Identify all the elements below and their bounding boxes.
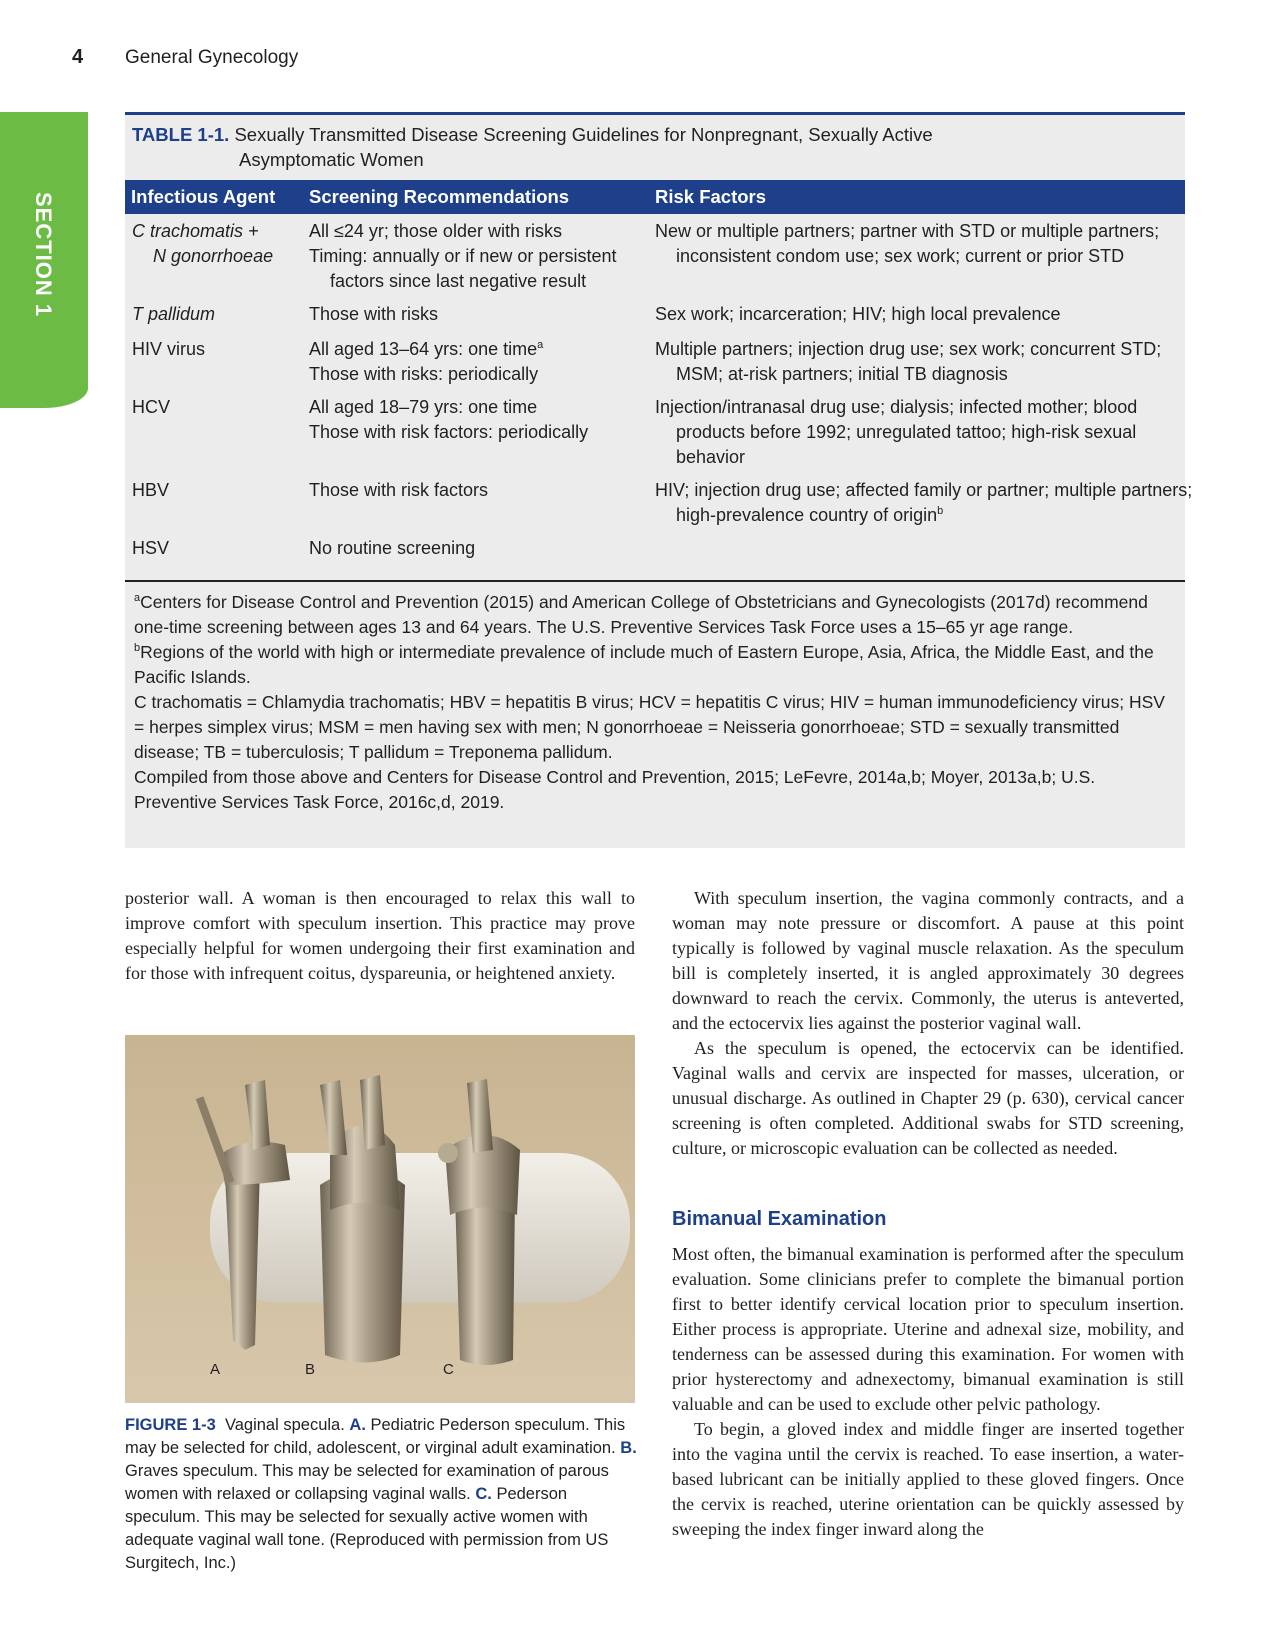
table-source: Compiled from those above and Centers for Disease Control and Prevention, 2015; LeFevre, 2014a,b; Moyer, 2013a,b; U.S. Preventive Services Task Force, 2016c,d, 2019. [134, 767, 1096, 812]
speculum-illustration [125, 1035, 635, 1403]
agent-line: C trachomatis + [132, 221, 259, 241]
table-row-2-risk: Sex work; incarceration; HIV; high local prevalence [655, 304, 1061, 324]
paragraph: With speculum insertion, the vagina commonly contracts, and a woman may note pressure or discomfort. A pause at this point typically is followed by vaginal muscle relaxation. As the speculum bill is completely inserted, it is angled approximately 30 degrees downward to reach the cervix. Commonly, the uterus is anteverted, and the ectocervix lies against the posterior vaginal wall. [672, 888, 1184, 1033]
figure-caption [125, 1414, 637, 1575]
table-row-6-agent: HSV [132, 538, 170, 558]
table-row-3-agent: HIV virus [132, 339, 206, 359]
footnote-marker: a [537, 339, 544, 351]
screen-line: Those with risks: periodically [309, 364, 539, 384]
footnote-b: $^b$Regions of the world with high or intermediate prevalence of include much of Eastern Europe, Asia, Africa, the Middle East, and the Pacific Islands. [134, 642, 1154, 687]
table-title-line1: Sexually Transmitted Disease Screening Guidelines for Nonpregnant, Sexually Active [234, 124, 933, 145]
caption-key-c: C. [475, 1485, 492, 1503]
caption-intro: Vaginal specula. [224, 1416, 345, 1434]
section-heading: Bimanual Examination [672, 1208, 887, 1230]
table-row-2-screening: Those with risks [309, 304, 439, 324]
screen-line: Timing: annually or if new or persistent factors since last negative result [309, 246, 617, 291]
paragraph: posterior wall. A woman is then encouraged to relax this wall to improve comfort with speculum insertion. This practice may prove especially helpful for women undergoing their first examination and for those with infrequent coitus, dyspareunia, or heightened anxiety. [125, 888, 635, 983]
table-row-5-screening: Those with risk factors [309, 480, 489, 500]
section-tab [0, 112, 88, 408]
caption-text-b: Graves speculum. This may be selected for examination of parous women with relaxed or collapsing vaginal walls. [125, 1462, 609, 1503]
figure-label-a: A [210, 1361, 221, 1378]
table-row-4-agent: HCV [132, 397, 171, 417]
agent-line: N gonorrhoeae [153, 246, 274, 266]
table-footnotes [134, 590, 1174, 815]
table-header-row [125, 180, 1185, 214]
table-row-3-risk: Multiple partners; injection drug use; sex work; concurrent STD; MSM; at-risk partners; initial TB diagnosis [655, 339, 1162, 384]
screen-line: All aged 13–64 yrs: one time [309, 339, 538, 359]
table-title [132, 122, 1172, 172]
screen-line: All aged 18–79 yrs: one time [309, 397, 538, 417]
section-tab-label: SECTION 1 [31, 192, 56, 318]
table-row-6-screening: No routine screening [309, 538, 476, 558]
paragraph: Most often, the bimanual examination is performed after the speculum evaluation. Some clinicians prefer to complete the bimanual portion first to better identify cervical location prior to speculum insertion. Either process is appropriate. Uterine and adnexal size, mobility, and tenderness can be assessed during this examination. For women with prior hysterectomy and adnexectomy, bimanual examination is still valuable and can be used to exclude other pelvic pathology. [672, 1244, 1184, 1414]
table-row-5-risk [655, 478, 1201, 528]
table-row-4-risk: Injection/intranasal drug use; dialysis; infected mother; blood products before 1992; unregulated tattoo; high-risk sexual behavior [655, 397, 1138, 467]
paragraph: To begin, a gloved index and middle finger are inserted together into the vagina until the cervix is reached. To ease insertion, a water-based lubricant can be initially applied to these gloved fingers. Once the cervix is reached, uterine orientation can be quickly assessed by sweeping the index finger inward along the [672, 1419, 1184, 1539]
column-header-risk: Risk Factors [655, 186, 767, 207]
left-column [125, 886, 635, 986]
table-row-2-agent: T pallidum [132, 304, 216, 324]
footnote-a: $^a$Centers for Disease Control and Prevention (2015) and American College of Obstetricians and Gynecologists (2017d) recommend one-time screening between ages 13 and 64 years. The U.S. Preventive Services Task Force uses a 15–65 yr age range. [134, 592, 1148, 637]
abbreviations: C trachomatis = Chlamydia trachomatis; HBV = hepatitis B virus; HCV = hepatitis C virus; HIV = human immunodeficiency virus; HSV = herpes simplex virus; MSM = men having sex with men; N gonorrhoeae = Neisseria gonorrhoeae; STD = sexually transmitted disease; TB = tuberculosis; T pallidum = Treponema pallidum. [134, 692, 1165, 762]
table-row-1-agent [132, 219, 302, 269]
running-head: General Gynecology [125, 47, 299, 68]
figure-label-c: C [443, 1361, 454, 1378]
footnote-b-text: Regions of the world with high or intermediate prevalence of include much of Eastern Europe, Asia, Africa, the Middle East, and the Pacific Islands. [134, 642, 1154, 687]
risk-text: HIV; injection drug use; affected family or partner; multiple partners; high-prevalence country of origin [655, 480, 1193, 525]
table-title-line2: Asymptomatic Women [239, 149, 424, 170]
right-column-top [672, 886, 1184, 1161]
figure-caption-label: FIGURE 1-3 [125, 1416, 216, 1434]
caption-text-c: Pederson speculum. This may be selected for sexually active women with adequate vaginal wall tone. (Reproduced with permission from US Surgitech, Inc.) [125, 1485, 609, 1572]
table-label: TABLE 1-1. [132, 124, 230, 145]
footnote-a-text: Centers for Disease Control and Prevention (2015) and American College of Obstetricians and Gynecologists (2017d) recommend one-time screening between ages 13 and 64 years. The U.S. Preventive Services Task Force uses a 15–65 yr age range. [134, 592, 1148, 637]
column-header-screening: Screening Recommendations [309, 186, 570, 207]
page-number: 4 [72, 46, 84, 68]
table-row-4-screening [309, 395, 649, 445]
caption-key-b: B. [620, 1439, 637, 1457]
table-row-5-agent: HBV [132, 480, 170, 500]
speculum-photo [125, 1035, 635, 1403]
table-row-1-screening [309, 219, 649, 294]
table-row-1-risk: New or multiple partners; partner with STD or multiple partners; inconsistent condom use; sex work; current or prior STD [655, 221, 1160, 266]
figure-label-b: B [305, 1361, 316, 1378]
screen-line: All ≤24 yr; those older with risks [309, 221, 562, 241]
caption-text-a: Pediatric Pederson speculum. This may be selected for child, adolescent, or virginal adult examination. [125, 1416, 626, 1457]
table-divider [125, 580, 1185, 582]
caption-key-a: A. [349, 1416, 366, 1434]
column-header-agent: Infectious Agent [131, 186, 276, 207]
paragraph: As the speculum is opened, the ectocervix can be identified. Vaginal walls and cervix are inspected for masses, ulceration, or unusual discharge. As outlined in Chapter 29 (p. 630), cervical cancer screening is often completed. Additional swabs for STD screening, culture, or microscopic evaluation can be collected as needed. [672, 1038, 1184, 1158]
footnote-marker: b [937, 505, 944, 517]
right-column-bottom [672, 1242, 1184, 1542]
screen-line: Those with risk factors: periodically [309, 422, 589, 442]
table-row-3-screening [309, 337, 649, 387]
